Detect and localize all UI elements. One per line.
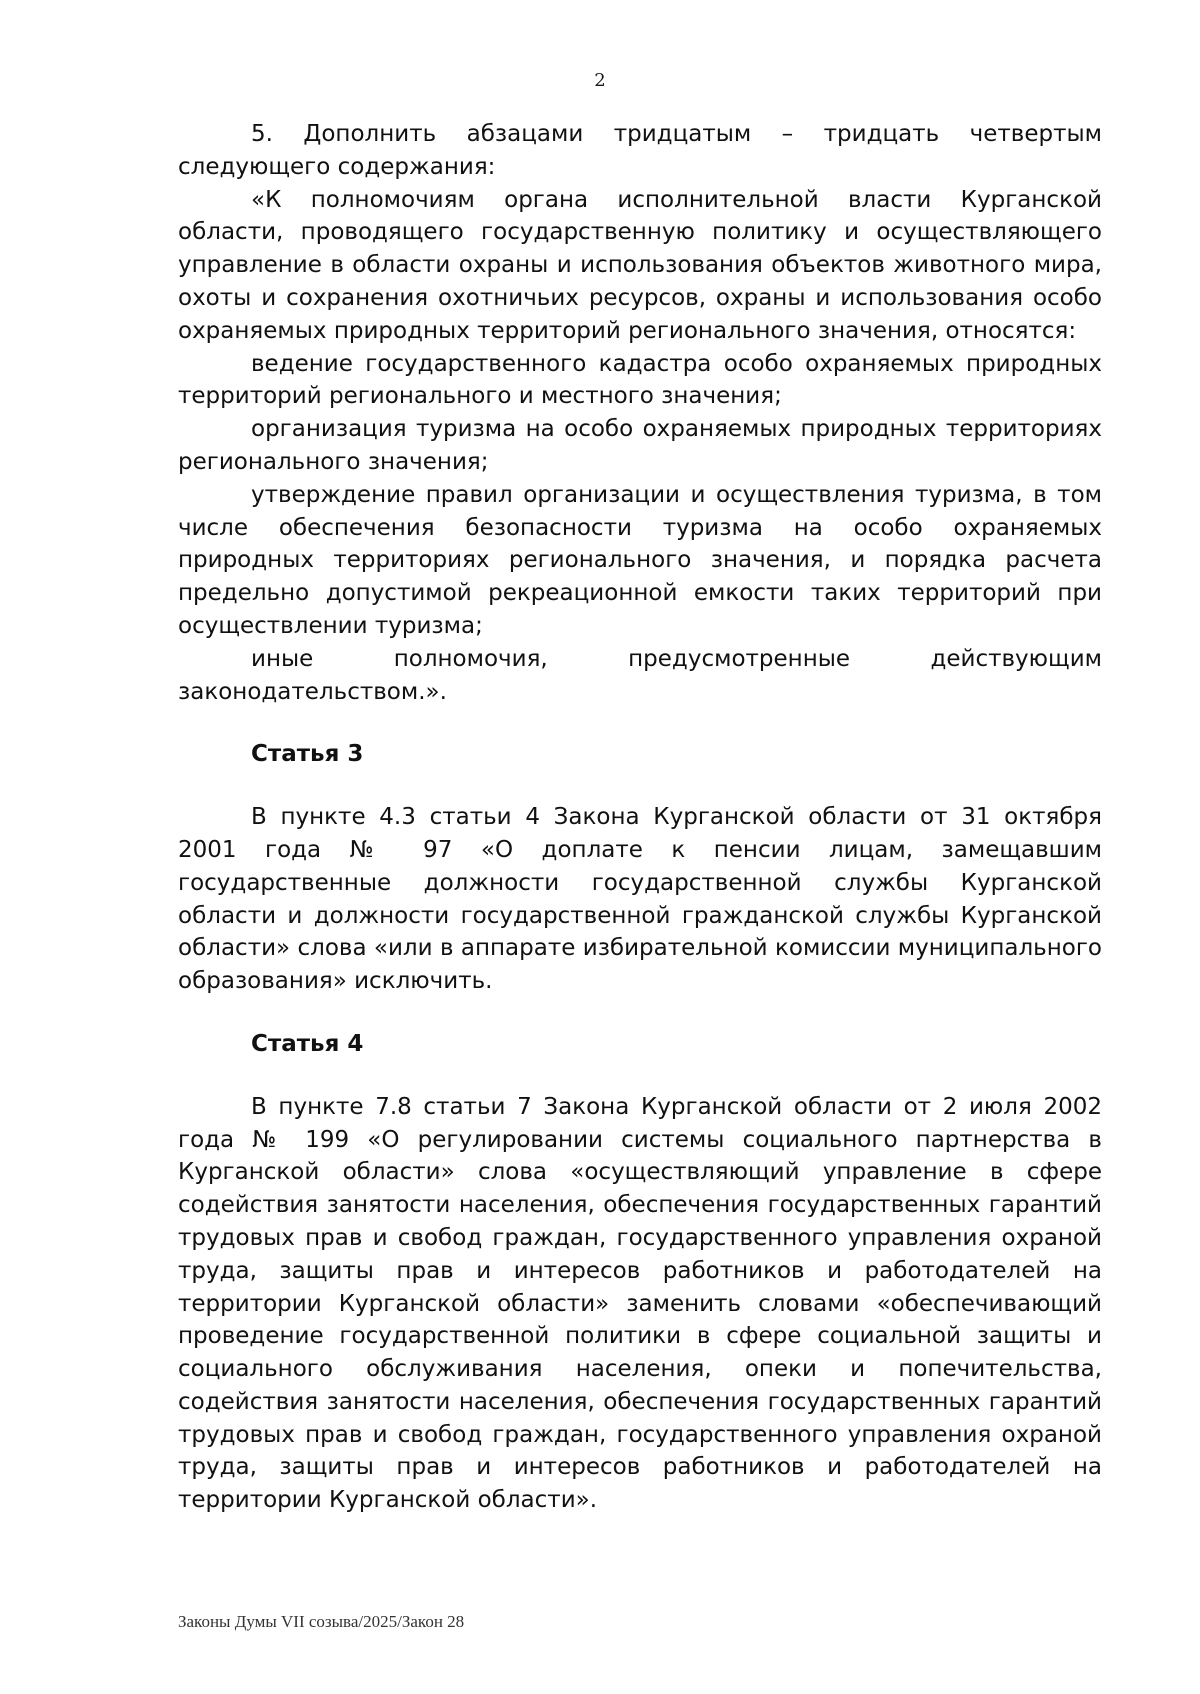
article-4 (178, 1028, 1102, 1517)
article-3 (178, 738, 1102, 998)
paragraph-other-powers: иные полномочия, предусмотренные действующим законодательством.». (178, 645, 1102, 705)
document-body (178, 118, 1102, 1517)
article-4-text: В пункте 7.8 статьи 7 Закона Курганской области от 2 июля 2002 года № 199 «О регулировании системы социального партнерства в Курганской области» слова «осуществляющий управление в сфере содействия занятости населения, обеспечения государственных гарантий трудовых прав и свобод граждан, государственного управления охраной труда, защиты прав и интересов работников и работодателей на территории Курганской области» заменить словами «обеспечивающий проведение государственной политики в сфере социальной защиты и социального обслуживания населения, опеки и попечительства, содействия занятости населения, обеспечения государственных гарантий трудовых прав и свобод граждан, государственного управления охраной труда, защиты прав и интересов работников и работодателей на территории Курганской области». (178, 1093, 1102, 1514)
section-5 (178, 118, 1102, 708)
paragraph-tourism-organization: организация туризма на особо охраняемых природных территориях регионального значения; (178, 416, 1102, 475)
paragraph-cadastre: ведение государственного кадастра особо охраняемых природных территорий регионального и местного значения; (178, 350, 1102, 410)
paragraph-powers-intro: «К полномочиям органа исполнительной власти Курганской области, проводящего государственную политику и осуществляющего управление в области охраны и использования объектов животного мира, охоты и сохранения охотничьих ресурсов, охраны и использования особо охраняемых природных территорий регионального значения, относятся: (178, 186, 1102, 344)
page-footer: Законы Думы VII созыва/2025/Закон 28 (178, 1612, 465, 1631)
article-3-heading: Статья 3 (251, 741, 364, 768)
article-4-heading: Статья 4 (251, 1030, 364, 1057)
paragraph-tourism-rules: утверждение правил организации и осуществления туризма, в том числе обеспечения безопасности туризма на особо охраняемых природных территориях регионального значения, и порядка расчета предельно допустимой рекреационной емкости таких территорий при осуществлении туризма; (178, 481, 1102, 639)
article-3-text: В пункте 4.3 статьи 4 Закона Курганской области от 31 октября 2001 года № 97 «О доплате к пенсии лицам, замещавшим государственные должности государственной службы Курганской области и должности государственной гражданской службы Курганской области» слова «или в аппарате избирательной комиссии муниципального образования» исключить. (178, 804, 1102, 995)
paragraph-5-intro: 5. Дополнить абзацами тридцатым – тридцать четвертым следующего содержания: (178, 121, 1102, 180)
page-number: 2 (594, 70, 606, 91)
